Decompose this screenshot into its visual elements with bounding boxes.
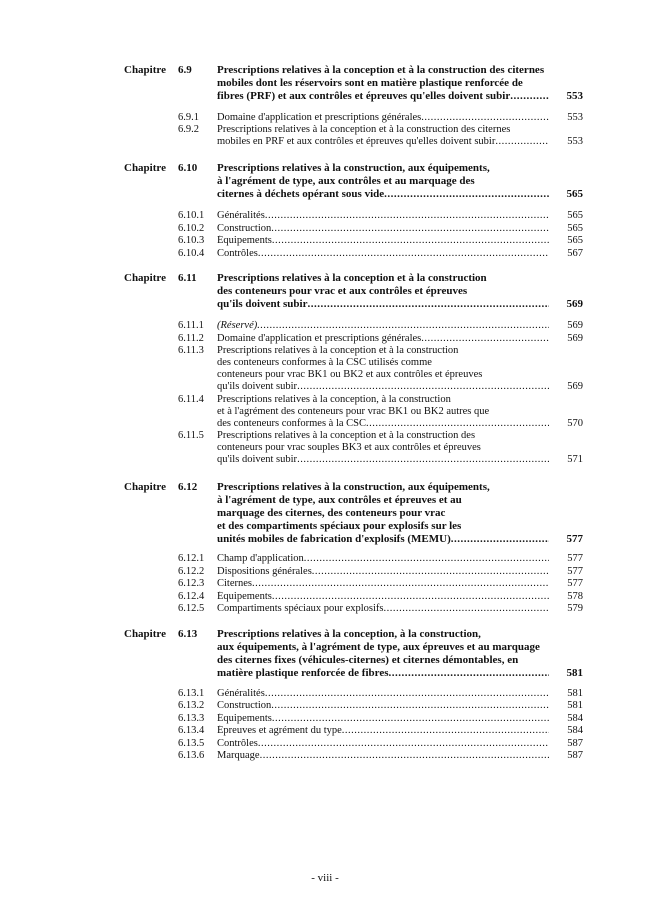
section-title — [217, 553, 549, 565]
title-line-leader — [217, 418, 549, 430]
chapter-label: Chapitre — [124, 272, 166, 284]
chapter-number: 6.11 — [178, 272, 197, 284]
title-line: Champ d'application — [217, 553, 304, 564]
section-number: 6.13.2 — [178, 700, 205, 712]
section-number: 6.13.4 — [178, 725, 205, 737]
title-line: Domaine d'application et prescriptions générales — [217, 112, 422, 123]
title-line: Épreuves et agrément du type — [217, 725, 342, 737]
section-title — [217, 603, 549, 615]
dot-leader — [258, 248, 549, 260]
dot-leader — [265, 210, 549, 222]
title-line-leader — [217, 454, 549, 466]
chapter-label: Chapitre — [124, 64, 166, 76]
dot-leader — [258, 738, 549, 750]
dot-leader — [257, 320, 549, 332]
title-line-leader — [217, 320, 549, 332]
section-title — [217, 713, 549, 725]
section-title — [217, 235, 549, 247]
section-title — [217, 320, 549, 332]
title-line: mobiles dont les réservoirs sont en matière plastique renforcée de — [217, 77, 523, 89]
title-line: citernes à déchets opérant sous vide — [217, 188, 385, 200]
title-line: conteneurs pour vrac souples BK3 et aux contrôles et épreuves — [217, 442, 481, 454]
chapter-label: Chapitre — [124, 162, 166, 174]
title-line: Marquage — [217, 750, 260, 761]
title-line-leader — [217, 298, 549, 311]
title-line-leader — [217, 136, 549, 148]
section-page-number: 587 — [567, 737, 583, 749]
title-line-leader — [217, 210, 549, 222]
section-title — [217, 688, 549, 700]
section-title — [217, 750, 549, 762]
title-line-leader — [217, 533, 549, 546]
chapter-title — [217, 628, 549, 680]
dot-leader — [260, 750, 549, 762]
section-page-number: 569 — [567, 332, 583, 344]
dot-leader — [366, 418, 549, 430]
dot-leader — [342, 725, 549, 737]
chapter-number: 6.12 — [178, 481, 198, 493]
page-number-footer: - viii - — [311, 872, 339, 884]
section-number: 6.10.3 — [178, 235, 205, 247]
title-line: Prescriptions relatives à la conception et à la construction des — [217, 430, 476, 442]
title-line: Construction — [217, 700, 272, 712]
title-line: Prescriptions relatives à la conception et à la construction — [217, 345, 459, 357]
section-page-number: 569 — [567, 381, 583, 393]
section-title — [217, 333, 549, 345]
dot-leader — [271, 700, 549, 712]
dot-leader — [271, 223, 549, 235]
title-line: Prescriptions relatives à la conception et à la construction des citernes — [217, 64, 545, 76]
section-title — [217, 345, 549, 393]
chapter-label: Chapitre — [124, 628, 166, 640]
dot-leader — [510, 90, 549, 103]
title-line-leader — [217, 603, 549, 615]
section-page-number: 577 — [567, 578, 583, 589]
title-line-leader — [217, 248, 549, 260]
title-line: Prescriptions relatives à la conception, à la construction — [217, 393, 451, 405]
title-line: mobiles en PRF et aux contrôles et épreuves qu'elles doivent subir — [217, 136, 496, 147]
dot-leader — [312, 566, 549, 578]
chapter-page-number: 569 — [566, 298, 583, 310]
title-line-leader — [217, 333, 549, 345]
section-title — [217, 578, 549, 590]
title-line: conteneurs pour vrac BK1 ou BK2 et aux contrôles et épreuves — [217, 369, 483, 381]
title-line: Généralités — [217, 210, 265, 221]
dot-leader — [384, 188, 549, 201]
title-line: unités mobiles de fabrication d'explosifs (MEMU) — [217, 533, 451, 545]
section-title — [217, 394, 549, 430]
title-line: qu'ils doivent subir — [217, 454, 298, 466]
section-page-number: 553 — [567, 112, 583, 123]
chapter-label: Chapitre — [124, 481, 166, 493]
section-title — [217, 700, 549, 712]
title-line-leader — [217, 591, 549, 603]
section-title — [217, 430, 549, 466]
title-line: Prescriptions relatives à la construction, aux équipements, — [217, 162, 490, 174]
dot-leader — [297, 454, 549, 466]
chapter-number: 6.9 — [178, 64, 192, 76]
title-line: à l'agrément de type, aux contrôles et épreuves et au — [217, 494, 462, 506]
title-line-leader — [217, 738, 549, 750]
title-line: des conteneurs conformes à la CSC — [217, 417, 367, 429]
section-number: 6.10.2 — [178, 222, 205, 234]
section-page-number: 565 — [567, 222, 583, 234]
title-line: Construction — [217, 222, 272, 234]
dot-leader — [304, 553, 549, 565]
title-line-leader — [217, 553, 549, 565]
dot-leader — [495, 136, 549, 148]
section-number: 6.11.5 — [178, 430, 204, 442]
section-title — [217, 223, 549, 235]
title-line: Dispositions générales — [217, 565, 312, 577]
title-line: aux équipements, à l'agrément de type, aux épreuves et au marquage — [217, 641, 540, 653]
section-title — [217, 124, 549, 148]
section-number: 6.13.5 — [178, 737, 205, 749]
title-line: Domaine d'application et prescriptions générales — [217, 332, 422, 344]
title-line-leader — [217, 725, 549, 737]
chapter-page-number: 577 — [566, 533, 583, 545]
section-title — [217, 725, 549, 737]
section-page-number: 567 — [567, 247, 583, 259]
title-line-leader — [217, 235, 549, 247]
section-number: 6.12.5 — [178, 603, 205, 614]
dot-leader — [297, 381, 549, 393]
title-line-leader — [217, 90, 549, 103]
title-line-leader — [217, 188, 549, 201]
title-line: fibres (PRF) et aux contrôles et épreuves qu'elles doivent subir — [217, 90, 511, 102]
section-page-number: 581 — [567, 700, 583, 712]
section-page-number: 553 — [567, 136, 583, 147]
dot-leader — [384, 603, 549, 615]
title-line: à l'agrément de type, aux contrôles et au marquage des — [217, 175, 475, 187]
title-line: des conteneurs pour vrac et aux contrôles et épreuves — [217, 285, 468, 297]
section-number: 6.9.2 — [178, 124, 199, 135]
title-line: Équipements — [217, 590, 272, 602]
section-page-number: 578 — [567, 590, 583, 602]
title-line-leader — [217, 667, 549, 680]
chapter-number: 6.13 — [178, 628, 198, 640]
title-line-leader — [217, 700, 549, 712]
title-line-leader — [217, 713, 549, 725]
section-page-number: 579 — [567, 603, 583, 614]
dot-leader — [272, 235, 549, 247]
title-line-leader — [217, 750, 549, 762]
chapter-page-number: 553 — [566, 90, 583, 102]
dot-leader — [421, 333, 549, 345]
section-title — [217, 112, 549, 124]
title-line: Compartiments spéciaux pour explosifs — [217, 603, 384, 614]
section-number: 6.12.4 — [178, 590, 205, 602]
title-line: Prescriptions relatives à la conception, à la construction, — [217, 628, 481, 640]
title-line: qu'ils doivent subir — [217, 381, 298, 393]
title-line: Citernes — [217, 578, 252, 589]
section-number: 6.12.2 — [178, 565, 205, 577]
section-number: 6.12.1 — [178, 553, 205, 564]
title-line-leader — [217, 578, 549, 590]
title-line: et des compartiments spéciaux pour explosifs sur les — [217, 520, 462, 532]
chapter-number: 6.10 — [178, 162, 198, 174]
title-line: Contrôles — [217, 247, 258, 259]
section-title — [217, 248, 549, 260]
section-title — [217, 738, 549, 750]
section-number: 6.13.6 — [178, 750, 205, 761]
section-number: 6.9.1 — [178, 112, 199, 123]
section-number: 6.13.3 — [178, 712, 205, 724]
dot-leader — [421, 112, 549, 124]
title-line: Généralités — [217, 688, 265, 699]
chapter-page-number: 565 — [566, 188, 583, 200]
chapter-title — [217, 162, 549, 201]
section-page-number: 570 — [567, 417, 583, 429]
section-page-number: 584 — [567, 712, 583, 724]
section-page-number: 565 — [567, 210, 583, 221]
section-page-number: 565 — [567, 235, 583, 247]
title-line-leader — [217, 112, 549, 124]
title-line: marquage des citernes, des conteneurs pour vrac — [217, 507, 446, 519]
section-number: 6.13.1 — [178, 688, 205, 699]
dot-leader — [272, 713, 549, 725]
title-line: et à l'agrément des conteneurs pour vrac BK1 ou BK2 autres que — [217, 405, 490, 417]
dot-leader — [252, 578, 549, 590]
section-title — [217, 591, 549, 603]
section-page-number: 584 — [567, 725, 583, 737]
section-page-number: 587 — [567, 750, 583, 761]
title-line: Équipements — [217, 235, 272, 247]
chapter-page-number: 581 — [566, 667, 583, 679]
section-page-number: 569 — [567, 320, 583, 331]
dot-leader — [307, 298, 549, 311]
section-number: 6.11.3 — [178, 345, 204, 357]
title-line: (Réservé) — [217, 320, 258, 331]
chapter-title — [217, 481, 549, 546]
chapter-title — [217, 272, 549, 311]
title-line: Prescriptions relatives à la conception et à la construction des citernes — [217, 124, 511, 135]
section-number: 6.11.4 — [178, 393, 204, 405]
title-line: Prescriptions relatives à la conception et à la construction — [217, 272, 487, 284]
dot-leader — [265, 688, 549, 700]
section-title — [217, 566, 549, 578]
title-line-leader — [217, 223, 549, 235]
title-line: Contrôles — [217, 737, 258, 749]
section-page-number: 577 — [567, 553, 583, 564]
section-page-number: 581 — [567, 688, 583, 699]
title-line: des conteneurs conformes à la CSC utilisés comme — [217, 357, 432, 369]
chapter-title — [217, 64, 549, 103]
section-number: 6.10.1 — [178, 210, 205, 221]
title-line-leader — [217, 381, 549, 393]
title-line: matière plastique renforcée de fibres — [217, 667, 389, 679]
title-line-leader — [217, 566, 549, 578]
section-page-number: 577 — [567, 565, 583, 577]
dot-leader — [388, 667, 549, 680]
title-line: des citernes fixes (véhicules-citernes) et citernes démontables, en — [217, 654, 519, 666]
section-number: 6.12.3 — [178, 578, 205, 589]
section-number: 6.11.1 — [178, 320, 204, 331]
dot-leader — [272, 591, 549, 603]
dot-leader — [451, 533, 549, 546]
section-page-number: 571 — [567, 454, 583, 466]
section-title — [217, 210, 549, 222]
section-number: 6.11.2 — [178, 332, 204, 344]
title-line-leader — [217, 688, 549, 700]
title-line: qu'ils doivent subir — [217, 298, 308, 310]
title-line: Équipements — [217, 712, 272, 724]
section-number: 6.10.4 — [178, 247, 205, 259]
title-line: Prescriptions relatives à la construction, aux équipements, — [217, 481, 490, 493]
